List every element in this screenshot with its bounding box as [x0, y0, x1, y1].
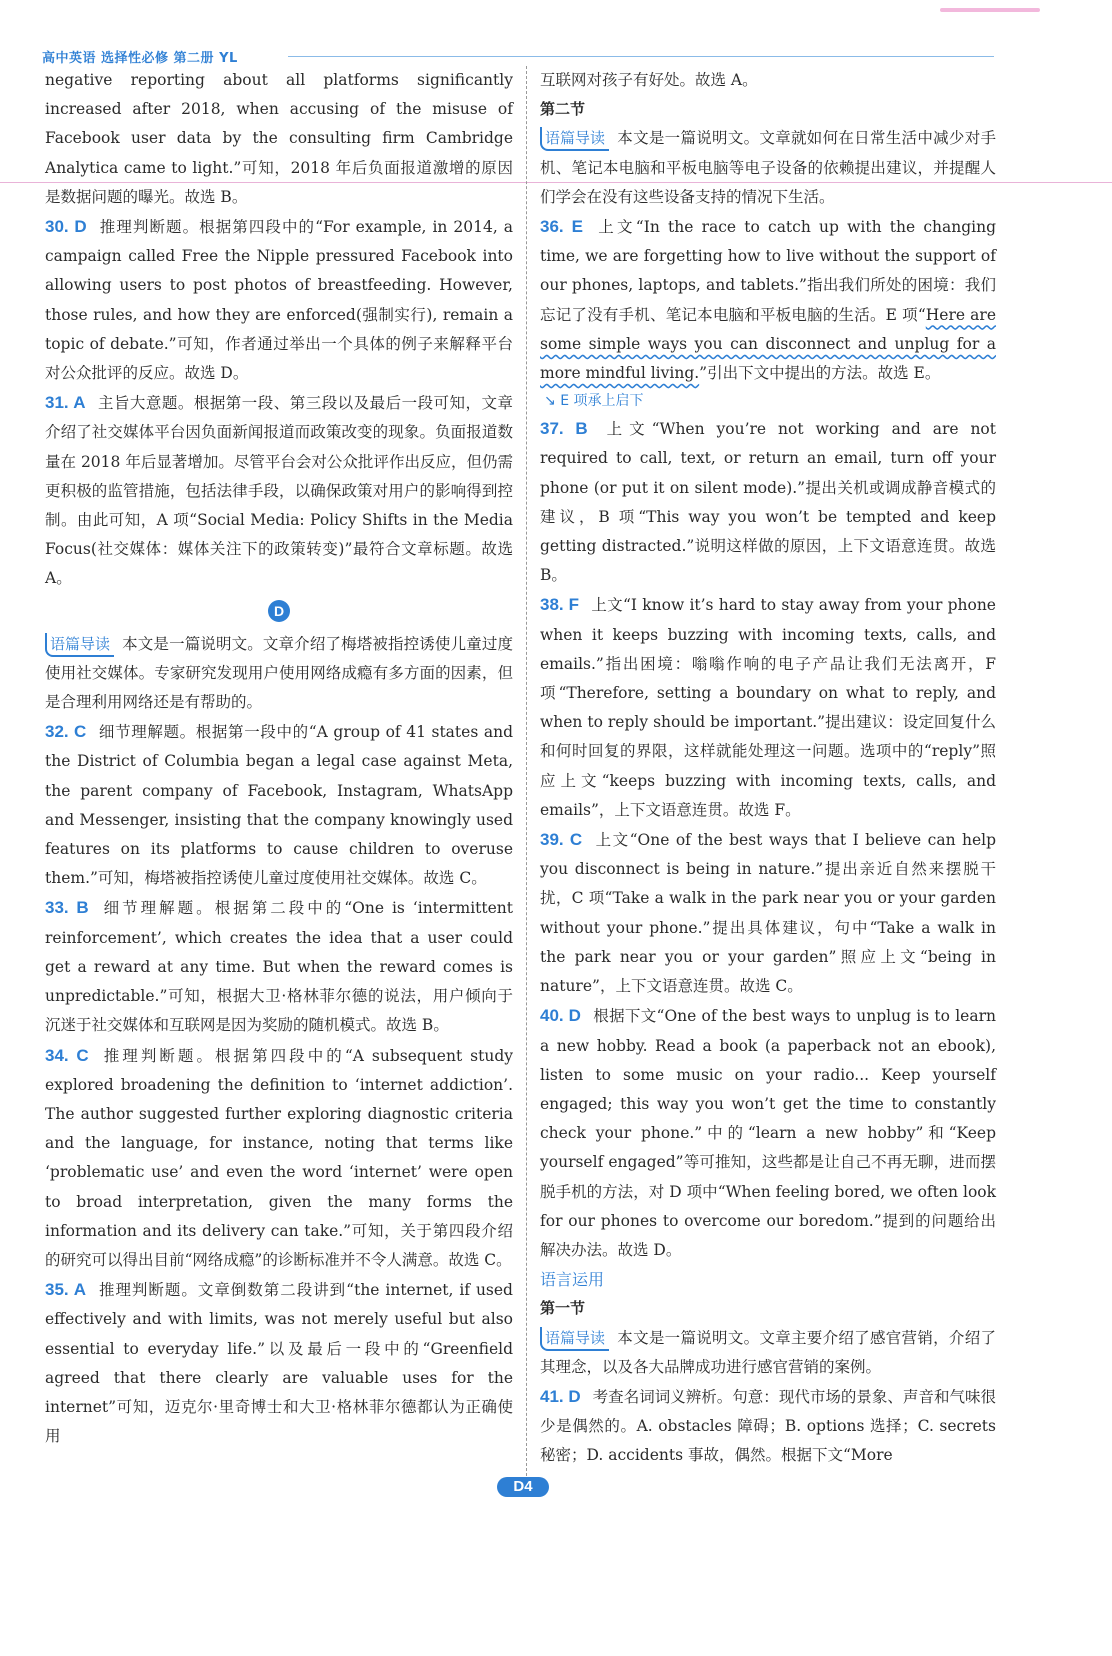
guide-text: 本文是一篇说明文。文章就如何在日常生活中减少对手机、笔记本电脑和平板电脑等电子设备的依赖提出建议，并提醒人们学会在没有这些设备支持的情况下生活。 [540, 129, 996, 206]
left-column [45, 66, 513, 1451]
answer-text: 上文“When you’re not working and are not required to call, text, or return an email, turn off your phone (or put it on silent mode).”提出关机或调成静音模式的建议，B 项“This way you won’t be tempted and keep getting distracted.”说明这样做的原因，上下文语意连贯。故选 B。 [540, 420, 996, 585]
answer-33 [45, 893, 513, 1040]
answer-label: 30. D [45, 217, 87, 237]
answer-text: 细节理解题。根据第一段中的“A group of 41 states and the District of Columbia began a legal case against Meta, the parent company of Facebook, Instagram, WhatsApp and Messenger, insisting that the company knowingly used features on its platforms to cause children to overuse them.”可知，梅塔被指控诱使儿童过度使用社交媒体。故选 C。 [45, 723, 513, 888]
answer-text: ”引出下文中提出的方法。故选 E。 [699, 364, 941, 383]
answer-30 [45, 212, 513, 388]
section-heading: 第二节 [540, 100, 586, 119]
answer-text: 根据下文“One of the best ways to unplug is to learn a new hobby. Read a book (a paperback not an ebook), listen to some music on your radio... Keep yourself engaged; this way you won’t get the time to constantly check your phone.”中的“learn a new hobby”和“Keep yourself engaged”等可推知，这些都是让自己不再无聊，进而摆脱手机的方法，对 D 项中“When feeling bored, we often look for our phones to overcome our boredom.”提到的问题给出解决办法。故选 D。 [540, 1007, 996, 1259]
note-text: E 项承上启下 [560, 393, 644, 410]
answer-label: 33. B [45, 898, 89, 918]
answer-text: 上文“In the race to catch up with the changing time, we are forgetting how to live without the support of our phones, laptops, and tablets.”指出我们所处的困境：我们忘记了没有手机、笔记本电脑和平板电脑的生活。E 项“ [540, 218, 996, 324]
right-column [540, 66, 996, 1471]
answer-text: 主旨大意题。根据第一段、第三段以及最后一段可知，文章介绍了社交媒体平台因负面新闻报道而政策改变的现象。负面报道数量在 2018 年后显著增加。尽管平台会对公众批评作出反应，但仍需更积极的监管措施，包括法律手段，以确保政策对用户的影响得到控制。由此可知，A 项“Social Media: Policy Shifts in the Media Focus(社交媒体：媒体关注下的政策转变)”最符合文章标题。故选 A。 [45, 394, 513, 588]
answer-text: 上文“One of the best ways that I believe can help you disconnect is being in nature.”提出亲近自然来摆脱干扰，C 项“Take a walk in the park near you or your garden without your phone.”提出具体建议，句中“Take a walk in the park near you or your garden”照应上文“being in nature”，上下文语意连贯。故选 C。 [540, 831, 997, 996]
passage-guide [45, 630, 513, 718]
answer-text: 推理判断题。根据第四段中的“A subsequent study explored broadening the definition to ‘internet addiction’. The author suggested further exploring diagnostic criteria and the language, for instance, noting that terms like ‘problematic use’ and even the word ‘internet’ were open to broad interpretation, given the many forms the information and its delivery can take.”可知，关于第四段介绍的研究可以得出目前“网络成瘾”的诊断标准并不令人满意。故选 C。 [45, 1046, 514, 1269]
guide-label: 语篇导读 [540, 1327, 609, 1351]
answer-label: 38. F [540, 595, 580, 615]
answer-label: 40. D [540, 1006, 581, 1026]
header-rule [288, 56, 994, 57]
answer-label: 35. A [45, 1280, 86, 1300]
answer-40 [540, 1001, 996, 1265]
section-badge: D [268, 600, 290, 622]
answer-text: 考查名词词义辨析。句意：现代市场的景象、声音和气味很少是偶然的。A. obstacles 障碍；B. options 选择；C. secrets 秘密；D. accidents 事故，偶然。根据下文“More [540, 1387, 996, 1465]
answer-label: 36. E [540, 217, 583, 237]
guide-text: 本文是一篇说明文。文章主要介绍了感官营销，介绍了其理念，以及各大品牌成功进行感官营销的案例。 [540, 1328, 996, 1376]
handwritten-note [540, 388, 996, 414]
answer-37 [540, 414, 996, 590]
answer-36 [540, 212, 996, 388]
running-header: 高中英语 选择性必修 第二册 YL [42, 51, 238, 66]
guide-text: 本文是一篇说明文。文章介绍了梅塔被指控诱使儿童过度使用社交媒体。专家研究发现用户使用网络成瘾有多方面的因素，但是合理利用网络还是有帮助的。 [45, 634, 513, 712]
paragraph: negative reporting about all platforms significantly increased after 2018, when accusing of the misuse of Facebook user data by the consulting firm Cambridge Analytica came to light.”可知，2018 年后负面报道激增的原因是数据问题的曝光。故选 B。 [45, 71, 513, 206]
answer-label: 39. C [540, 830, 583, 850]
guide-label: 语篇导读 [45, 633, 114, 657]
page-number: D4 [497, 1477, 549, 1497]
answer-35 [45, 1275, 513, 1451]
answer-text: 推理判断题。文章倒数第二段讲到“the internet, if used effectively and with limits, was not merely useful but also essential to everyday life.”以及最后一段中的“Greenfield agreed that there clearly are valuable uses for the internet”可知，迈克尔·里奇博士和大卫·格林菲尔德都认为正确使用 [45, 1281, 513, 1446]
answer-text: 推理判断题。根据第四段中的“For example, in 2014, a campaign called Free the Nipple pressured Facebook into allowing users to post photos of breastfeeding. However, those rules, and how they are enforced(强制实行), remain a topic of debate.”可知，作者通过举出一个具体的例子来解释平台对公众批评的反应。故选 D。 [45, 218, 513, 383]
answer-label: 31. A [45, 393, 86, 413]
arrow-icon: ↘ [544, 393, 556, 410]
answer-34 [45, 1041, 513, 1276]
answer-label: 41. D [540, 1386, 581, 1406]
answer-label: 34. C [45, 1045, 89, 1065]
answer-31 [45, 388, 513, 593]
answer-label: 37. B [540, 419, 588, 439]
answer-32 [45, 717, 513, 893]
passage-guide [540, 1324, 996, 1382]
answer-label: 32. C [45, 722, 87, 742]
passage-guide [540, 124, 996, 212]
underlined-quote: Here are some simple ways you can disconnect and unplug for a more mindful living. [540, 305, 997, 383]
answer-text: 细节理解题。根据第二段中的“One is ‘intermittent reinforcement’, which creates the idea that a user could get a reward at any time. But when the reward comes is unpredictable.”可知，根据大卫·格林菲尔德的说法，用户倾向于沉迷于社交媒体和互联网是因为奖励的随机模式。故选 B。 [45, 899, 513, 1035]
paragraph: 互联网对孩子有好处。故选 A。 [540, 71, 758, 89]
answer-39 [540, 825, 996, 1001]
answer-text: 上文“I know it’s hard to stay away from your phone when it keeps buzzing with incoming texts, calls, and emails.”指出困境：嗡嗡作响的电子产品让我们无法离开，F 项“Therefore, setting a boundary on what to reply, and when to reply should be important.”提出建议：设定回复什么和何时回复的界限，这样就能处理这一问题。选项中的“reply”照应上文“keeps buzzing with incoming texts, calls, and emails”，上下文语意连贯。故选 F。 [540, 596, 996, 819]
decorative-bar [940, 8, 1040, 12]
answer-41 [540, 1382, 996, 1471]
answer-38 [540, 590, 996, 825]
guide-label: 语篇导读 [540, 127, 609, 151]
column-divider [526, 66, 527, 1486]
section-heading: 第一节 [540, 1299, 586, 1318]
part-heading: 语言运用 [540, 1270, 605, 1290]
